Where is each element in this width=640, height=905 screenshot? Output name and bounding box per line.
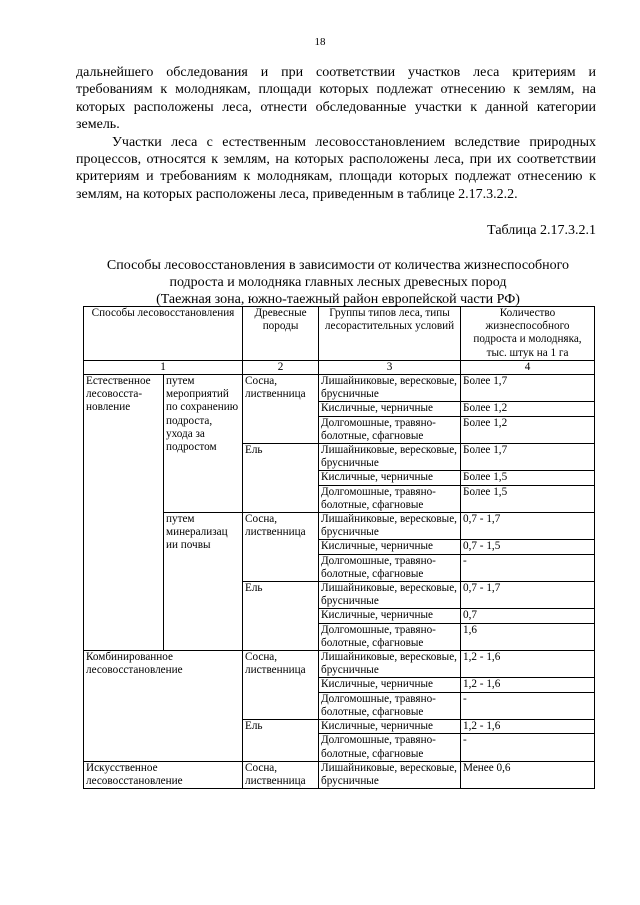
quantity-cell: 0,7 - 1,7 bbox=[461, 513, 595, 540]
forest-group-cell: Долгомошные, травяно-болотные, сфагновые bbox=[319, 692, 461, 719]
quantity-cell: Более 1,7 bbox=[461, 444, 595, 471]
method-cell bbox=[84, 375, 164, 651]
paragraph: Участки леса с естественным лесовосстановлением вследствие природных процессов, относятся к землям, на которых расположены леса, при их соответствии критериям и требованиям к молоднякам, площади которых подлежат отнесению к землям, на которых расположены леса, приведенным в таблице 2.17.3.2.2. bbox=[76, 134, 596, 202]
submethod-cell: путем мероприятий по сохранению подроста, ухода за подростом bbox=[164, 375, 243, 513]
forest-group-cell: Кисличные, черничные bbox=[319, 540, 461, 554]
column-number: 1 bbox=[84, 360, 243, 374]
forest-group-cell: Лишайниковые, вересковые, брусничные bbox=[319, 513, 461, 540]
quantity-cell: 0,7 bbox=[461, 609, 595, 623]
page-number: 18 bbox=[314, 36, 326, 48]
forest-group-cell: Долгомошные, травяно-болотные, сфагновые bbox=[319, 734, 461, 761]
forest-group-cell: Долгомошные, травяно-болотные, сфагновые bbox=[319, 554, 461, 581]
method-line: лесовосста- bbox=[86, 388, 143, 401]
body-text bbox=[76, 64, 596, 203]
quantity-cell: 1,6 bbox=[461, 623, 595, 650]
species-cell: Ель bbox=[243, 720, 319, 762]
species-cell: Ель bbox=[243, 582, 319, 651]
quantity-cell: - bbox=[461, 554, 595, 581]
table-number: Таблица 2.17.3.2.1 bbox=[487, 223, 596, 238]
caption-line: Способы лесовосстановления в зависимости от количества жизнеспособного bbox=[106, 258, 570, 273]
table-header-row bbox=[84, 307, 595, 361]
forest-group-cell: Долгомошные, травяно-болотные, сфагновые bbox=[319, 623, 461, 650]
quantity-cell: - bbox=[461, 734, 595, 761]
quantity-cell: Более 1,5 bbox=[461, 485, 595, 512]
quantity-cell: 1,2 - 1,6 bbox=[461, 678, 595, 692]
forest-group-cell: Долгомошные, травяно-болотные, сфагновые bbox=[319, 416, 461, 443]
forest-group-cell: Лишайниковые, вересковые, брусничные bbox=[319, 444, 461, 471]
forest-group-cell: Кисличные, черничные bbox=[319, 609, 461, 623]
table-row bbox=[84, 761, 595, 788]
caption-line: подроста и молодняка главных лесных древесных пород bbox=[169, 275, 507, 290]
header-methods: Способы лесовосстановления bbox=[84, 307, 243, 361]
method-line: новление bbox=[86, 401, 131, 414]
forest-group-cell: Лишайниковые, вересковые, брусничные bbox=[319, 761, 461, 788]
quantity-cell: Более 1,7 bbox=[461, 375, 595, 402]
table-caption bbox=[76, 257, 600, 308]
quantity-cell: 1,2 - 1,6 bbox=[461, 720, 595, 734]
header-quantity: Количество жизнеспособного подроста и молодняка, тыс. штук на 1 га bbox=[461, 307, 595, 361]
quantity-cell: Менее 0,6 bbox=[461, 761, 595, 788]
column-number: 3 bbox=[319, 360, 461, 374]
species-cell: Сосна, лиственница bbox=[243, 513, 319, 582]
submethod-cell: путем минерализац ии почвы bbox=[164, 513, 243, 651]
quantity-cell: 1,2 - 1,6 bbox=[461, 651, 595, 678]
species-cell: Сосна, лиственница bbox=[243, 651, 319, 720]
forest-group-cell: Кисличные, черничные bbox=[319, 720, 461, 734]
forest-group-cell: Лишайниковые, вересковые, брусничные bbox=[319, 375, 461, 402]
paragraph: дальнейшего обследования и при соответствии участков леса критериям и требованиям к молоднякам, площади которых подлежат отнесению к землям, на которых расположены леса, отнести обследованные участки к данной категории земель. bbox=[76, 65, 596, 133]
quantity-cell: 0,7 - 1,7 bbox=[461, 582, 595, 609]
header-forest-groups: Группы типов леса, типы лесорастительных условий bbox=[319, 307, 461, 361]
table-row bbox=[84, 651, 595, 678]
column-number-row bbox=[84, 360, 595, 374]
species-cell: Ель bbox=[243, 444, 319, 513]
forest-group-cell: Кисличные, черничные bbox=[319, 471, 461, 485]
quantity-cell: Более 1,2 bbox=[461, 416, 595, 443]
method-cell: Комбинированное лесовосстановление bbox=[84, 651, 243, 762]
reforestation-table bbox=[83, 306, 595, 789]
method-line: Естественное bbox=[86, 375, 151, 388]
forest-group-cell: Лишайниковые, вересковые, брусничные bbox=[319, 651, 461, 678]
table-row bbox=[84, 375, 595, 402]
column-number: 2 bbox=[243, 360, 319, 374]
forest-group-cell: Долгомошные, травяно-болотные, сфагновые bbox=[319, 485, 461, 512]
forest-group-cell: Кисличные, черничные bbox=[319, 678, 461, 692]
column-number: 4 bbox=[461, 360, 595, 374]
quantity-cell: Более 1,5 bbox=[461, 471, 595, 485]
caption-line: (Таежная зона, южно-таежный район европейской части РФ) bbox=[156, 292, 520, 307]
quantity-cell: - bbox=[461, 692, 595, 719]
forest-group-cell: Кисличные, черничные bbox=[319, 402, 461, 416]
species-cell: Сосна, лиственница bbox=[243, 375, 319, 444]
forest-group-cell: Лишайниковые, вересковые, брусничные bbox=[319, 582, 461, 609]
header-species: Древесные породы bbox=[243, 307, 319, 361]
quantity-cell: 0,7 - 1,5 bbox=[461, 540, 595, 554]
species-cell: Сосна, лиственница bbox=[243, 761, 319, 788]
quantity-cell: Более 1,2 bbox=[461, 402, 595, 416]
method-cell: Искусственное лесовосстановление bbox=[84, 761, 243, 788]
